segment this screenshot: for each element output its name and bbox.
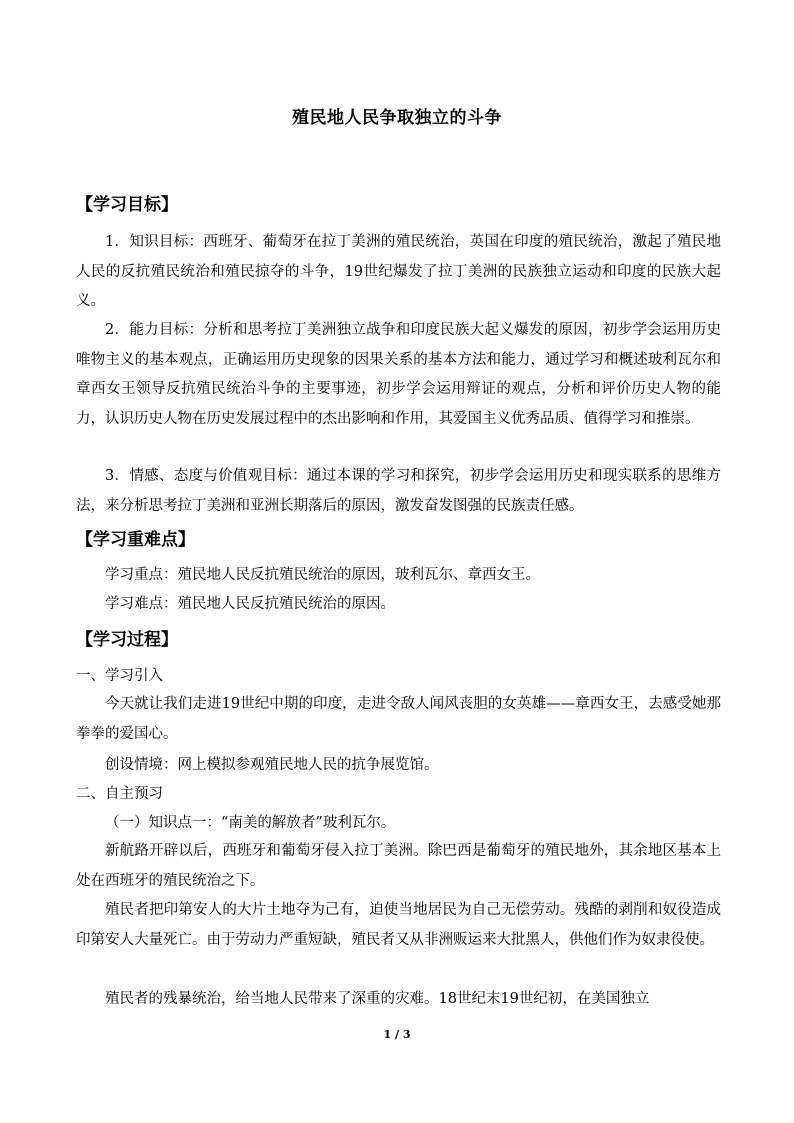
key-difficult-heading: 【学习重难点】 xyxy=(76,530,195,550)
part1-text: 今天就让我们走进19世纪中期的印度，走进令敌人闻风丧胆的女英雄——章西女王，去感受她那拳拳的爱国心。 xyxy=(76,696,721,742)
part2-heading: 二、自主预习 xyxy=(76,786,163,802)
process-heading: 【学习过程】 xyxy=(76,630,178,650)
document-title: 殖民地人民争取独立的斗争 xyxy=(292,108,502,128)
difficult-points: 学习难点：殖民地人民反抗殖民统治的原因。 xyxy=(105,596,395,612)
part1-heading: 一、学习引入 xyxy=(76,668,163,684)
objectives-heading: 【学习目标】 xyxy=(76,195,178,215)
paragraph-2: 殖民者把印第安人的大片土地夺为己有，迫使当地居民为自己无偿劳动。残酷的剥削和奴役造成印第安人大量死亡。由于劳动力严重短缺，殖民者又从非洲贩运来大批黑人，供他们作为奴隶役使。 xyxy=(76,902,721,948)
paragraph-1: 新航路开辟以后，西班牙和葡萄牙侵入拉丁美洲。除巴西是葡萄牙的殖民地外，其余地区基本上处在西班牙的殖民统治之下。 xyxy=(76,843,721,889)
part1-scenario: 创设情境：网上模拟参观殖民地人民的抗争展览馆。 xyxy=(105,757,439,773)
knowledge-point-1: （一）知识点一：“南美的解放者”玻利瓦尔。 xyxy=(105,815,396,831)
page-number: 1 / 3 xyxy=(383,1028,411,1041)
objective-1: 1．知识目标：西班牙、葡萄牙在拉丁美洲的殖民统治，英国在印度的殖民统治，激起了殖民地人民的反抗殖民统治和殖民掠夺的斗争，19世纪爆发了拉丁美洲的民族独立运动和印度的民族大起义。 xyxy=(76,234,721,309)
objective-2: 2．能力目标：分析和思考拉丁美洲独立战争和印度民族大起义爆发的原因，初步学会运用历史唯物主义的基本观点，正确运用历史现象的因果关系的基本方法和能力，通过学习和概述玻利瓦尔和章西女王领导反抗殖民统治斗争的主要事迹，初步学会运用辩证的观点，分析和评价历史人物的能力，认识历史人物在历史发展过程中的杰出影响和作用，其爱国主义优秀品质、值得学习和推崇。 xyxy=(76,322,721,427)
key-points: 学习重点：殖民地人民反抗殖民统治的原因，玻利瓦尔、章西女王。 xyxy=(105,567,540,583)
paragraph-3: 殖民者的残暴统治，给当地人民带来了深重的灾难。18世纪末19世纪初，在美国独立 xyxy=(105,991,650,1007)
objective-3: 3．情感、态度与价值观目标：通过本课的学习和探究，初步学会运用历史和现实联系的思维方法，来分析思考拉丁美洲和亚洲长期落后的原因，激发奋发图强的民族责任感。 xyxy=(76,468,721,514)
